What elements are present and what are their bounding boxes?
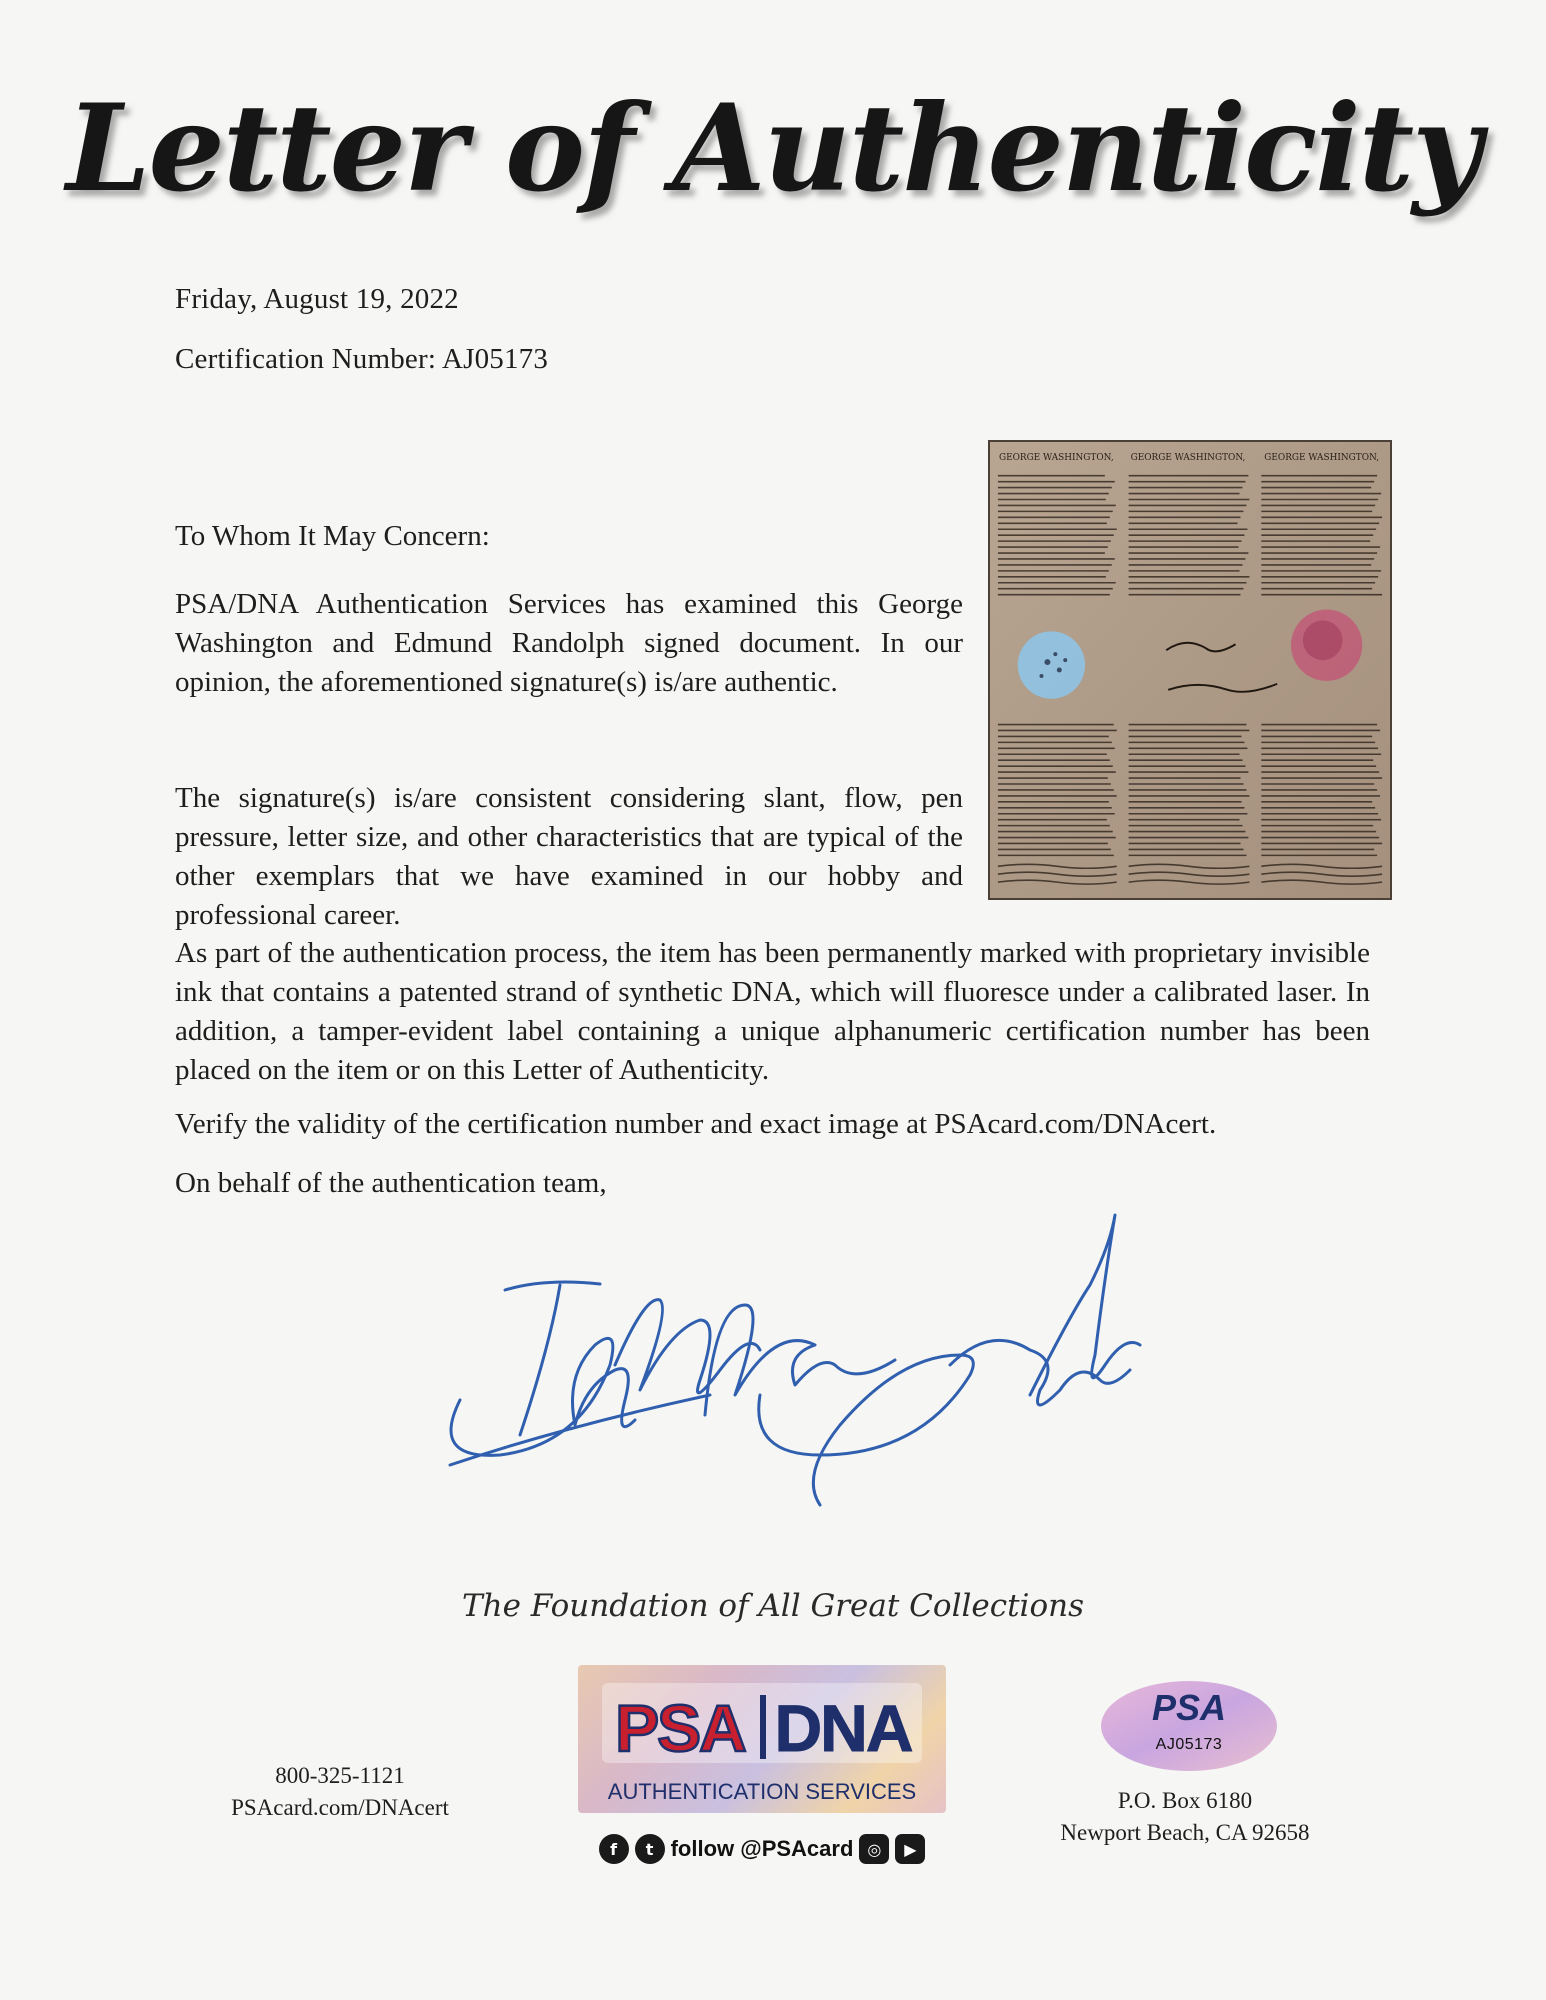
logo-dna-text: DNA: [774, 1691, 912, 1765]
contact-block-right: [1035, 1785, 1335, 1849]
letter-title-svg: [0, 40, 1546, 270]
logo-psa-text: PSA: [615, 1691, 745, 1765]
psa-hologram-sticker: [1098, 1678, 1280, 1774]
website-link[interactable]: PSAcard.com/DNAcert: [231, 1795, 449, 1820]
twitter-icon[interactable]: t: [635, 1834, 665, 1864]
city-address: Newport Beach, CA 92658: [1060, 1820, 1310, 1845]
sticker-cert-number: AJ05173: [1155, 1736, 1223, 1753]
dna-ink-paragraph: As part of the authentication process, the item has been permanently marked with proprietary invisible ink that contains a patented strand of synthetic DNA, which will fluoresce under a calibrated laser. In addition, a tamper-evident label containing a unique alphanumeric certification number has been placed on the item or on this Letter of Authenticity.: [175, 937, 1370, 1086]
contact-block-left: [205, 1760, 475, 1824]
po-box: P.O. Box 6180: [1117, 1788, 1253, 1813]
letter-date: Friday, August 19, 2022: [175, 283, 459, 315]
closing-line: On behalf of the authentication team,: [175, 1167, 607, 1199]
letter-title: Letter of Authenticity: [66, 78, 1480, 219]
social-follow-row: [578, 1827, 946, 1871]
doc-header-1: GEORGE WASHINGTON,: [998, 452, 1114, 463]
opinion-paragraph: PSA/DNA Authentication Services has examined this George Washington and Edmund Randolph signed document. In our opinion, the aforementioned signature(s) is/are authentic.: [175, 588, 963, 698]
sticker-psa-text: PSA: [1151, 1687, 1227, 1728]
logo-services-text: AUTHENTICATION SERVICES: [607, 1779, 917, 1804]
youtube-icon[interactable]: ▶: [895, 1834, 925, 1864]
consistency-paragraph: The signature(s) is/are consistent considering slant, flow, pen pressure, letter size, and other characteristics that are typical of the other exemplars that we have examined in our hobby and professional career.: [175, 782, 963, 931]
verify-paragraph: Verify the validity of the certification number and exact image at PSAcard.com/DNAcert.: [175, 1108, 1217, 1140]
tagline: The Foundation of All Great Collections: [461, 1588, 1085, 1624]
signed-document-photo: [988, 440, 1392, 900]
blue-wax-seal: [1018, 631, 1085, 698]
authenticator-signature: [430, 1195, 1190, 1555]
doc-header-3: GEORGE WASHINGTON,: [1264, 452, 1380, 463]
follow-handle[interactable]: follow @PSAcard: [670, 1836, 854, 1861]
psa-dna-logo: [578, 1665, 946, 1813]
salutation: To Whom It May Concern:: [175, 520, 490, 552]
phone-number: 800-325-1121: [275, 1763, 405, 1788]
doc-header-2: GEORGE WASHINGTON,: [1130, 452, 1246, 463]
letter-title-banner: [0, 40, 1546, 270]
facebook-icon[interactable]: f: [599, 1834, 629, 1864]
certification-number: Certification Number: AJ05173: [175, 343, 549, 375]
instagram-icon[interactable]: ◎: [859, 1834, 889, 1864]
